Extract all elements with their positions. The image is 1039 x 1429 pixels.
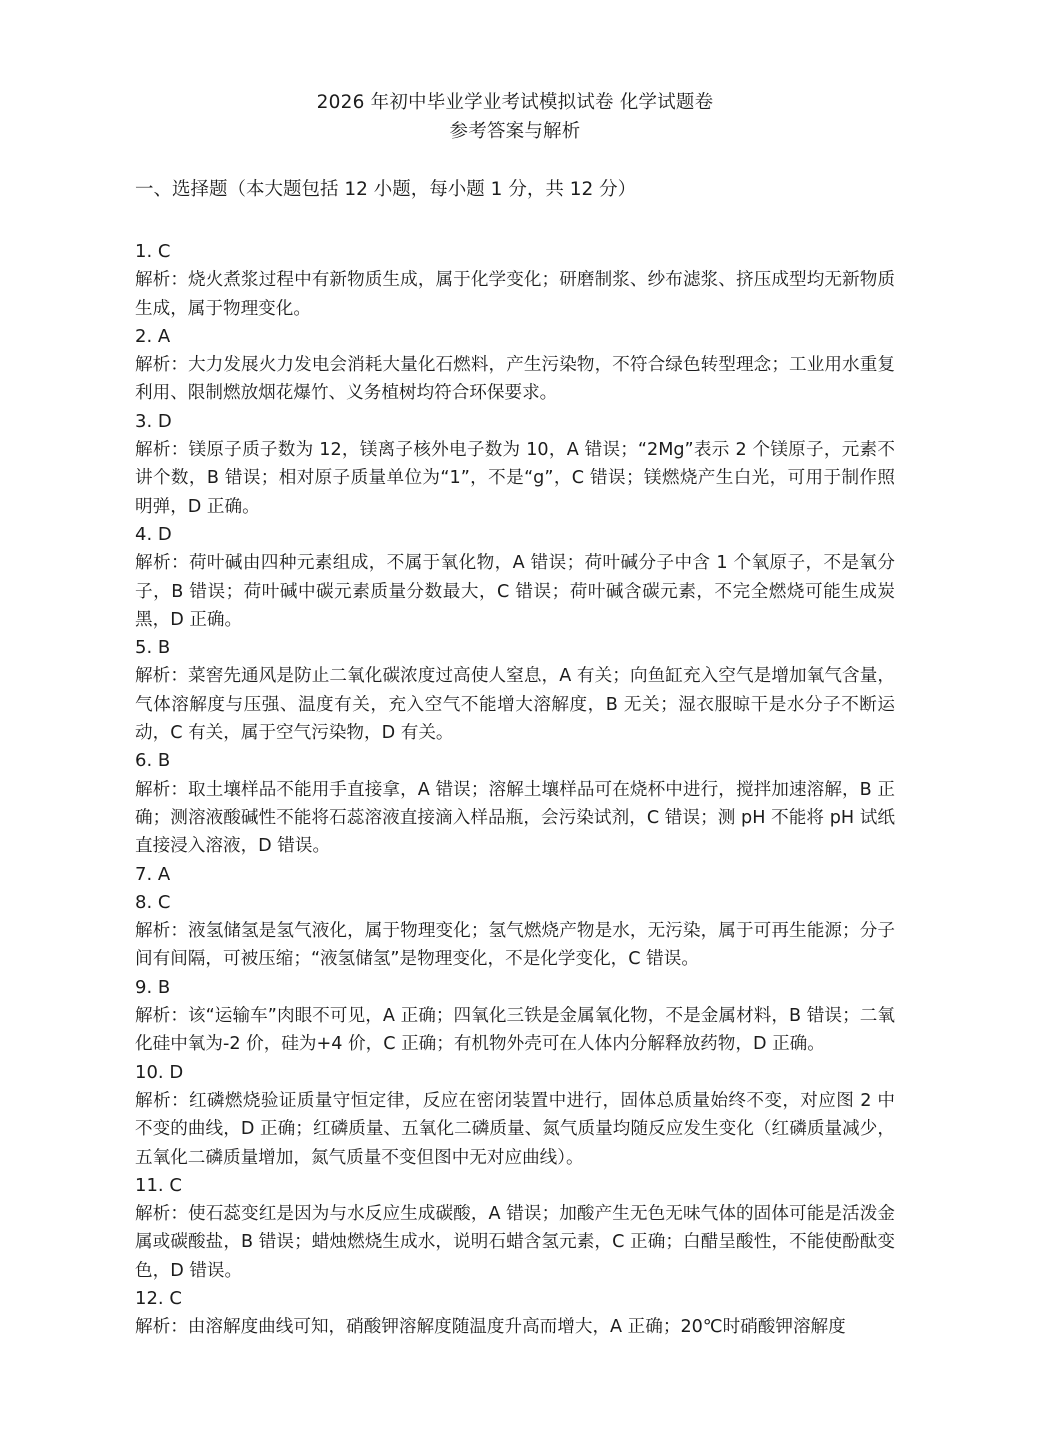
answer-number: 4. D <box>135 523 172 545</box>
answer-explanation: 解析：烧火煮浆过程中有新物质生成，属于化学变化；研磨制浆、纱布滤浆、挤压成型均无新物质生成，属于物理变化。 <box>135 270 895 319</box>
answer-number: 6. B <box>135 750 171 772</box>
answer-number: 5. B <box>135 637 171 659</box>
answer-item <box>135 747 895 860</box>
answer-item <box>135 238 895 323</box>
answer-explanation: 解析：取土壤样品不能用手直接拿，A 错误；溶解土壤样品可在烧杯中进行，搅拌加速溶解，B 正确；测溶液酸碱性不能将石蕊溶液直接滴入样品瓶，会污染试剂，C 错误；测 pH 不能将 pH 试纸直接浸入溶液，D 错误。 <box>135 779 895 857</box>
answer-item <box>135 1172 895 1285</box>
answer-number: 7. A <box>135 863 171 885</box>
answer-number: 8. C <box>135 891 171 913</box>
answer-explanation: 解析：大力发展火力发电会消耗大量化石燃料，产生污染物，不符合绿色转型理念；工业用水重复利用、限制燃放烟花爆竹、义务植树均符合环保要求。 <box>135 355 895 404</box>
answer-item <box>135 408 895 521</box>
answer-list <box>135 238 895 1342</box>
section-heading: 一、选择题（本大题包括 12 小题，每小题 1 分，共 12 分） <box>135 179 637 200</box>
answer-number: 10. D <box>135 1061 184 1083</box>
answer-number: 9. B <box>135 976 171 998</box>
answer-explanation: 解析：液氢储氢是氢气液化，属于物理变化；氢气燃烧产物是水，无污染，属于可再生能源；分子间有间隔，可被压缩；“液氢储氢”是物理变化，不是化学变化，C 错误。 <box>135 921 895 970</box>
answer-explanation: 解析：使石蕊变红是因为与水反应生成碳酸，A 错误；加酸产生无色无味气体的固体可能是活泼金属或碳酸盐，B 错误；蜡烛燃烧生成水，说明石蜡含氢元素，C 正确；白醋呈酸性，不能使酚酞变色，D 错误。 <box>135 1204 895 1281</box>
answer-item <box>135 889 895 974</box>
answer-explanation: 解析：红磷燃烧验证质量守恒定律，反应在密闭装置中进行，固体总质量始终不变，对应图 2 中不变的曲线，D 正确；红磷质量、五氧化二磷质量、氮气质量均随反应发生变化（红磷质量减少，五氧化二磷质量增加，氮气质量不变但图中无对应曲线）。 <box>135 1090 895 1168</box>
document-title: 2026 年初中毕业学业考试模拟试卷 化学试题卷 <box>316 92 714 113</box>
answer-item <box>135 861 895 889</box>
answer-explanation: 解析：该“运输车”肉眼不可见，A 正确；四氧化三铁是金属氧化物，不是金属材料，B 错误；二氧化硅中氧为-2 价，硅为+4 价，C 正确；有机物外壳可在人体内分解释放药物，D 正确。 <box>135 1006 895 1055</box>
answer-sheet <box>135 88 895 1342</box>
document-subtitle: 参考答案与解析 <box>449 121 581 142</box>
answer-item <box>135 1059 895 1172</box>
answer-item <box>135 1285 895 1342</box>
answer-number: 11. C <box>135 1174 182 1196</box>
answer-number: 12. C <box>135 1287 182 1309</box>
answer-item <box>135 634 895 747</box>
answer-item <box>135 521 895 634</box>
answer-explanation: 解析：荷叶碱由四种元素组成，不属于氧化物，A 错误；荷叶碱分子中含 1 个氧原子，不是氧分子，B 错误；荷叶碱中碳元素质量分数最大，C 错误；荷叶碱含碳元素，不完全燃烧可能生成炭黑，D 正确。 <box>135 553 895 630</box>
answer-explanation: 解析：由溶解度曲线可知，硝酸钾溶解度随温度升高而增大，A 正确；20℃时硝酸钾溶解度 <box>135 1317 846 1338</box>
answer-number: 3. D <box>135 410 172 432</box>
answer-item <box>135 974 895 1059</box>
answer-item <box>135 323 895 408</box>
answer-number: 1. C <box>135 241 171 262</box>
answer-explanation: 解析：镁原子质子数为 12，镁离子核外电子数为 10，A 错误；“2Mg”表示 2 个镁原子，元素不讲个数，B 错误；相对原子质量单位为“1”，不是“g”，C 错误；镁燃烧产生白光，可用于制作照明弹，D 正确。 <box>135 440 895 517</box>
answer-explanation: 解析：菜窖先通风是防止二氧化碳浓度过高使人窒息，A 有关；向鱼缸充入空气是增加氧气含量，气体溶解度与压强、温度有关，充入空气不能增大溶解度，B 无关；湿衣服晾干是水分子不断运动，C 有关，属于空气污染物，D 有关。 <box>135 666 895 744</box>
answer-number: 2. A <box>135 325 171 347</box>
